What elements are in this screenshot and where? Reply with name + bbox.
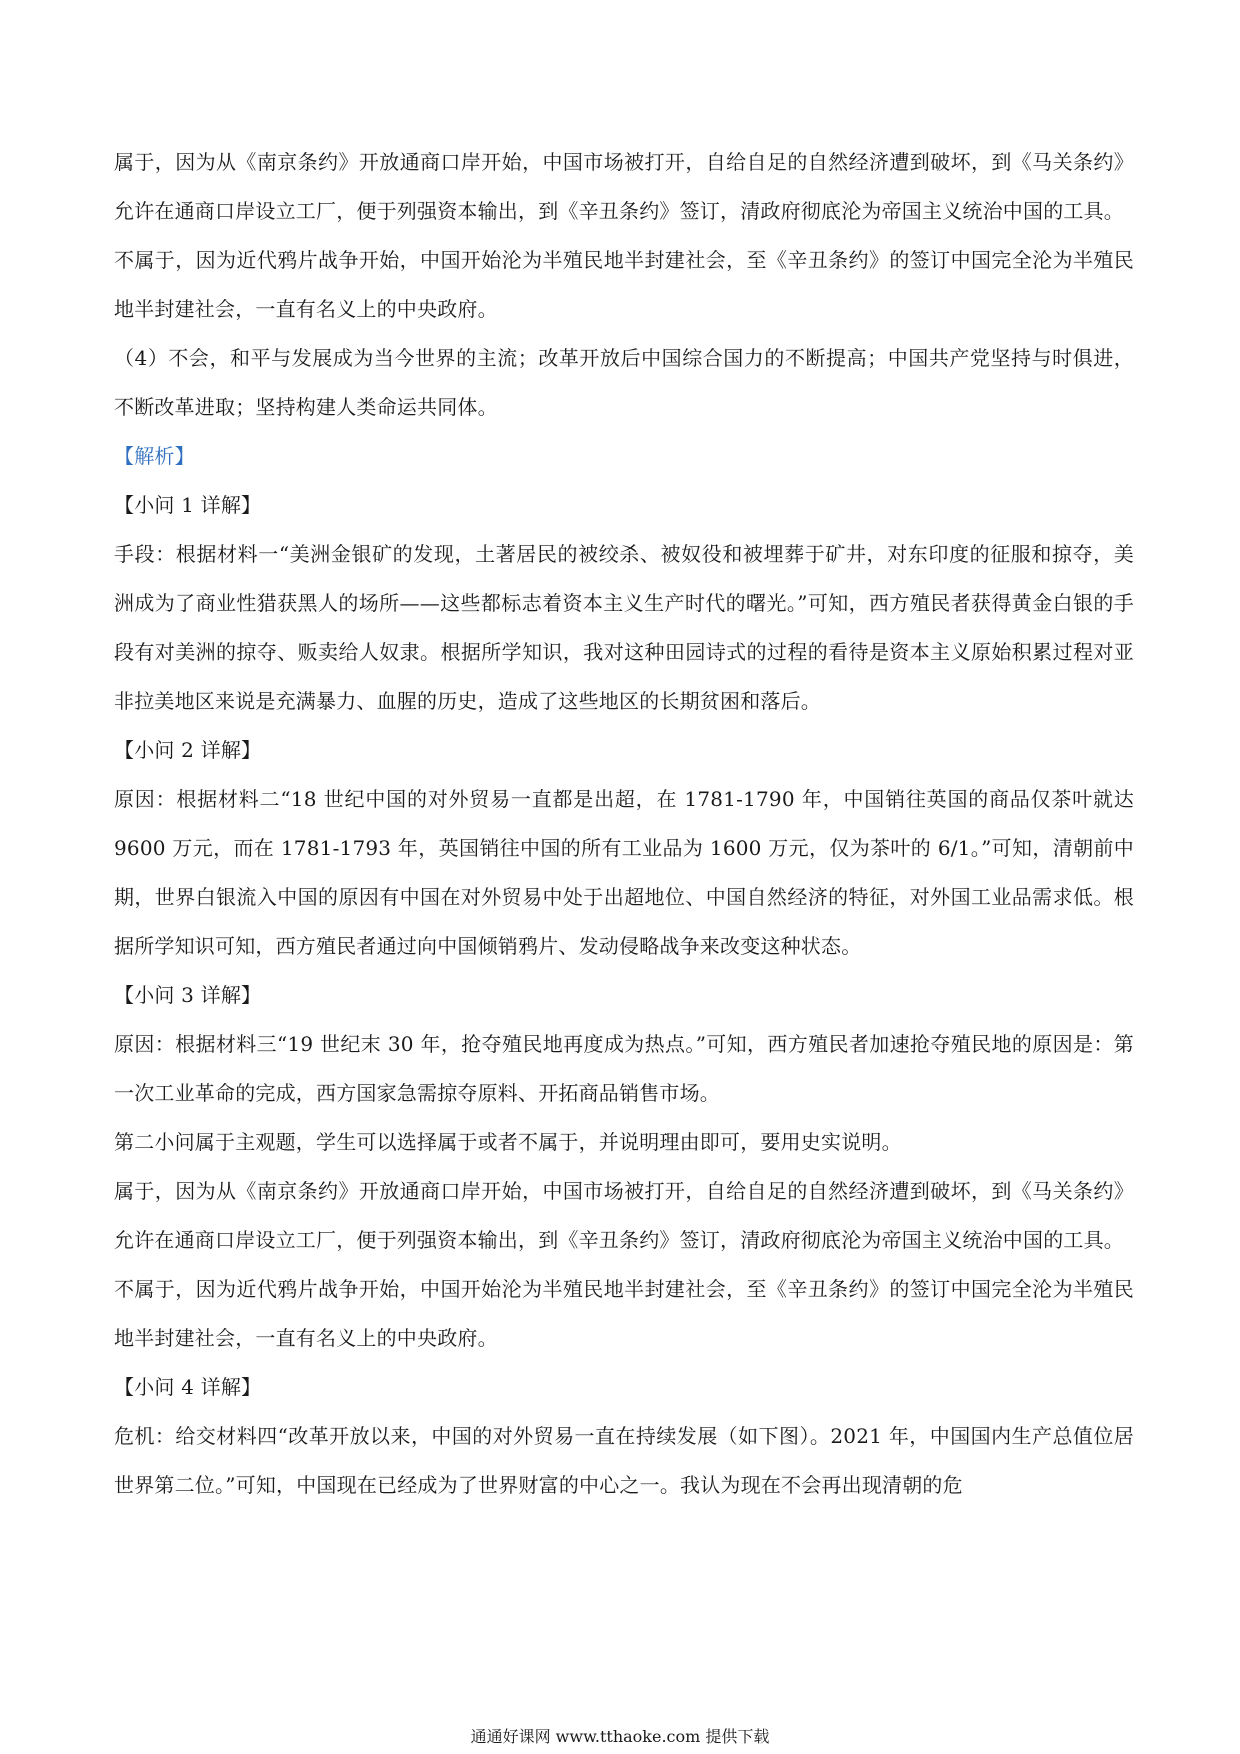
subquestion-4-explanation: 危机：给交材料四“改革开放以来，中国的对外贸易一直在持续发展（如下图）。2021 年，中国国内生产总值位居世界第二位。”可知，中国现在已经成为了世界财富的中心之一。我认为现在不会再出现清朝的危 bbox=[114, 1424, 1134, 1497]
subquestion-4-heading: 【小问 4 详解】 bbox=[114, 1375, 262, 1399]
subquestion-1-explanation: 手段：根据材料一“美洲金银矿的发现，土著居民的被绞杀、被奴役和被埋葬于矿井，对东印度的征服和掠夺，美洲成为了商业性猎获黑人的场所——这些都标志着资本主义生产时代的曙光。”可知，西方殖民者获得黄金白银的手段有对美洲的掠夺、贩卖给人奴隶。根据所学知识，我对这种田园诗式的过程的看待是资本主义原始积累过程对亚非拉美地区来说是充满暴力、血腥的历史，造成了这些地区的长期贫困和落后。 bbox=[114, 542, 1134, 713]
subquestion-3-not-belongs: 不属于，因为近代鸦片战争开始，中国开始沦为半殖民地半封建社会，至《辛丑条约》的签订中国完全沦为半殖民地半封建社会，一直有名义上的中央政府。 bbox=[114, 1277, 1134, 1350]
answer-paragraph-not-belongs: 不属于，因为近代鸦片战争开始，中国开始沦为半殖民地半封建社会，至《辛丑条约》的签订中国完全沦为半殖民地半封建社会，一直有名义上的中央政府。 bbox=[114, 248, 1134, 321]
subquestion-3-note: 第二小问属于主观题，学生可以选择属于或者不属于，并说明理由即可，要用史实说明。 bbox=[114, 1130, 902, 1154]
subquestion-3-heading: 【小问 3 详解】 bbox=[114, 983, 262, 1007]
answer-paragraph-belongs: 属于，因为从《南京条约》开放通商口岸开始，中国市场被打开，自给自足的自然经济遭到破坏，到《马关条约》允许在通商口岸设立工厂，便于列强资本输出，到《辛丑条约》签订，清政府彻底沦为帝国主义统治中国的工具。 bbox=[114, 150, 1134, 223]
analysis-heading: 【解析】 bbox=[114, 444, 195, 468]
subquestion-3-belongs: 属于，因为从《南京条约》开放通商口岸开始，中国市场被打开，自给自足的自然经济遭到破坏，到《马关条约》允许在通商口岸设立工厂，便于列强资本输出，到《辛丑条约》签订，清政府彻底沦为帝国主义统治中国的工具。 bbox=[114, 1179, 1134, 1252]
subquestion-2-heading: 【小问 2 详解】 bbox=[114, 738, 262, 762]
answer-paragraph-q4: （4）不会，和平与发展成为当今世界的主流；改革开放后中国综合国力的不断提高；中国共产党坚持与时俱进，不断改革进取；坚持构建人类命运共同体。 bbox=[114, 346, 1134, 419]
subquestion-3-explanation: 原因：根据材料三“19 世纪末 30 年，抢夺殖民地再度成为热点。”可知，西方殖民者加速抢夺殖民地的原因是：第一次工业革命的完成，西方国家急需掠夺原料、开拓商品销售市场。 bbox=[114, 1032, 1134, 1105]
document-body bbox=[114, 138, 1134, 1510]
subquestion-2-explanation: 原因：根据材料二“18 世纪中国的对外贸易一直都是出超，在 1781-1790 年，中国销往英国的商品仅茶叶就达 9600 万元，而在 1781-1793 年，英国销往中国的所有工业品为 1600 万元，仅为茶叶的 6/1。”可知，清朝前中期，世界白银流入中国的原因有中国在对外贸易中处于出超地位、中国自然经济的特征，对外国工业品需求低。根据所学知识可知，西方殖民者通过向中国倾销鸦片、发动侵略战争来改变这种状态。 bbox=[114, 787, 1134, 958]
page-footer: 通通好课网 www.tthaoke.com 提供下载 bbox=[470, 1727, 770, 1746]
subquestion-1-heading: 【小问 1 详解】 bbox=[114, 493, 262, 517]
